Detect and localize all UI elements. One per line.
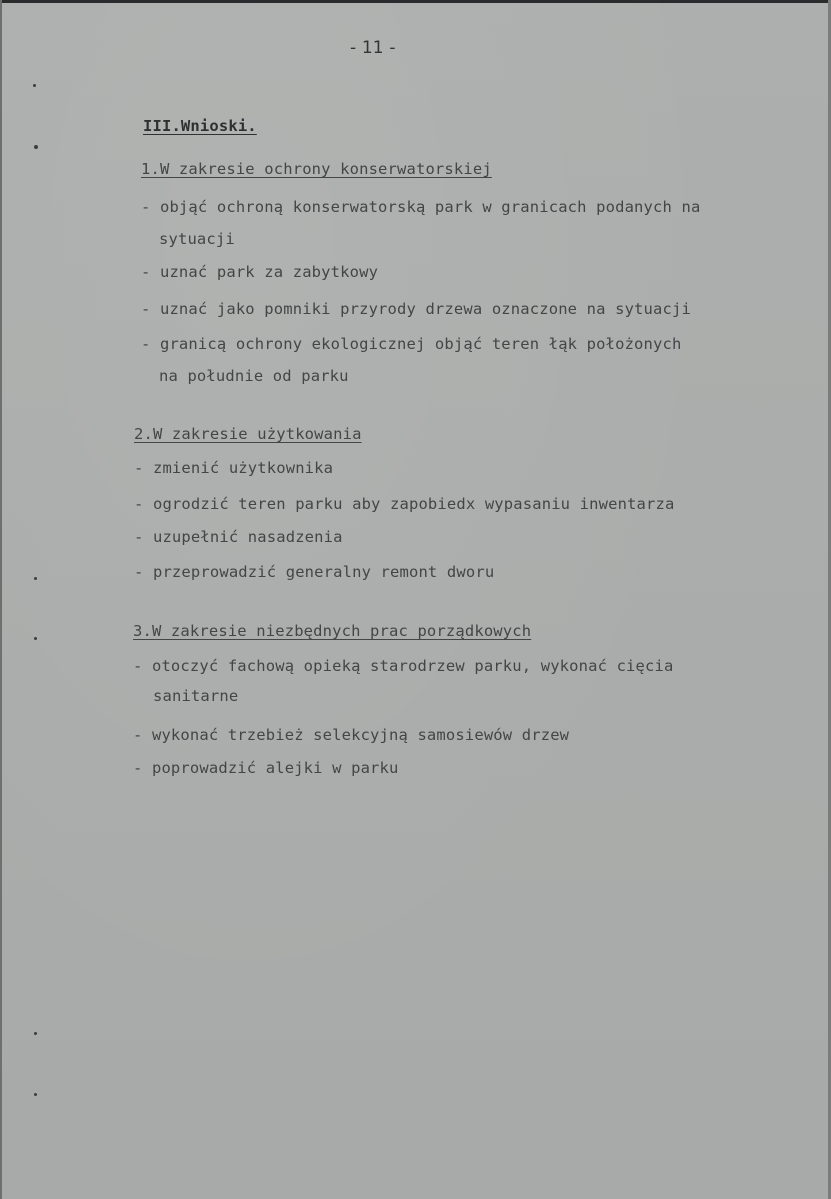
section-3-title: 3.W zakresie niezbędnych prac porządkowych (133, 622, 532, 640)
scan-speck (34, 577, 37, 580)
section-3-line: - poprowadzić alejki w parku (133, 759, 399, 777)
scan-speck (34, 1032, 37, 1035)
section-3-line: sanitarne (153, 687, 239, 705)
scan-speck (34, 637, 37, 640)
scan-edge-top (0, 0, 831, 3)
section-2-line: - zmienić użytkownika (134, 459, 334, 477)
conclusions-heading: III.Wnioski. (143, 117, 257, 135)
section-1-line: - objąć ochroną konserwatorską park w granicach podanych na (141, 198, 701, 216)
section-1-line: sytuacji (159, 230, 235, 248)
section-3-line: - wykonać trzebież selekcyjną samosiewów drzew (133, 726, 570, 744)
scan-speck (34, 145, 38, 149)
section-1-line: - uznać park za zabytkowy (141, 263, 379, 281)
scan-speck (33, 84, 36, 87)
page-number: - 11 - (350, 38, 396, 58)
section-2-line: - przeprowadzić generalny remont dworu (134, 563, 495, 581)
section-1-line: - granicą ochrony ekologicznej objąć teren łąk położonych (141, 335, 682, 353)
section-2-title: 2.W zakresie użytkowania (134, 425, 362, 443)
section-1-line: na południe od parku (159, 367, 349, 385)
scan-speck (34, 1093, 37, 1096)
section-3-line: - otoczyć fachową opieką starodrzew parku, wykonać cięcia (133, 657, 674, 675)
section-1-line: - uznać jako pomniki przyrody drzewa oznaczone na sytuacji (141, 300, 691, 318)
section-1-title: 1.W zakresie ochrony konserwatorskiej (141, 160, 492, 178)
section-2-line: - uzupełnić nasadzenia (134, 528, 343, 546)
scan-edge-left (0, 0, 2, 1199)
section-2-line: - ogrodzić teren parku aby zapobiedx wypasaniu inwentarza (134, 495, 675, 513)
